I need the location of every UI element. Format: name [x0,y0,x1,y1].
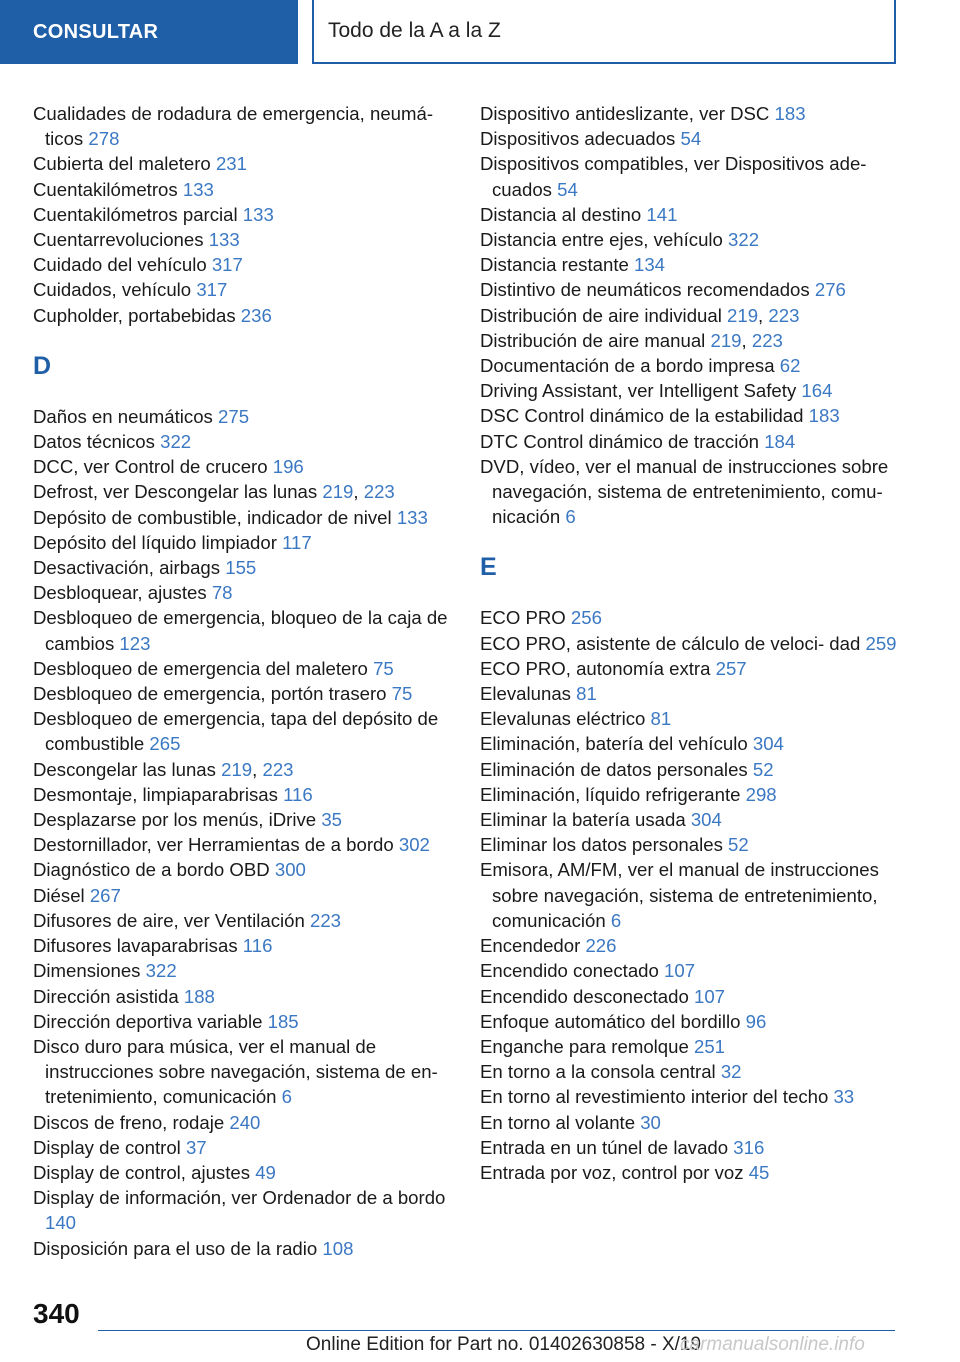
index-entry [33,1135,453,1160]
page-link[interactable]: 123 [119,632,151,654]
page-link[interactable]: 256 [570,607,602,629]
index-entry-text: Eliminar los datos personales [480,834,729,856]
index-entry [480,202,910,227]
index-entry-text: Eliminación, líquido refrigerante [480,783,746,805]
index-column-right [480,101,910,1185]
page-link[interactable]: 133 [242,203,274,225]
index-entry-text: Display de control [33,1136,186,1158]
page-separator: , [252,758,263,780]
index-entry [33,757,453,782]
index-entry [33,832,453,857]
index-entry [480,252,910,277]
page-link[interactable]: 116 [242,935,273,957]
page-link[interactable]: 317 [211,254,243,276]
index-entry-text: Defrost, ver Descongelar las lunas [33,481,323,503]
index-entry [33,227,453,252]
index-entry [33,479,453,504]
page-link[interactable]: 223 [768,304,800,326]
index-entry-text: Distribución de aire manual [480,329,711,351]
page-link[interactable]: 54 [557,178,578,200]
index-entry-text: Descongelar las lunas [33,758,222,780]
page-link[interactable]: 219 [710,329,742,351]
index-entry [480,151,910,201]
page-link[interactable]: 141 [646,203,678,225]
index-entry-text: Cuentakilómetros [33,178,183,200]
index-entry-text: Enganche para remolque [480,1035,694,1057]
section-tab-label: CONSULTAR [33,20,159,43]
index-entry [33,404,453,429]
footer-divider [98,1330,895,1331]
index-entry [480,706,910,731]
page-link[interactable]: 316 [733,1136,765,1158]
index-entry [480,277,910,302]
index-entry-text: Difusores lavaparabrisas [33,935,243,957]
index-entry [480,403,910,428]
index-letter-heading: D [33,351,52,380]
index-entry-text: Distribución de aire individual [480,304,728,326]
page-link[interactable]: 275 [218,405,250,427]
index-entry-text: En torno al revestimiento interior del techo [480,1086,834,1108]
index-entry [33,681,453,706]
index-entry [33,177,453,202]
section-tab[interactable] [0,0,298,64]
page-link[interactable]: 276 [814,279,846,301]
index-entry [33,580,453,605]
index-entry-text: Dirección asistida [33,985,184,1007]
index-entry [480,757,910,782]
index-entry-text: Disco duro para música, ver el manual de instrucciones sobre navegación, sistema de en‐ tretenimiento, comunicación [33,1035,438,1108]
page-link[interactable]: 267 [89,884,121,906]
index-entry [33,1185,453,1235]
header-title-text: Todo de la A a la Z [328,19,501,42]
index-entry [33,303,453,328]
page-link[interactable]: 185 [267,1010,299,1032]
index-entry [480,731,910,756]
index-entry [480,429,910,454]
index-entry [480,378,910,403]
index-entry [33,505,453,530]
index-entry-text: Entrada en un túnel de lavado [480,1136,734,1158]
index-entry-text: Dimensiones [33,960,146,982]
index-entry [33,202,453,227]
index-entry-text: Distintivo de neumáticos recomendados [480,279,815,301]
index-entry [33,958,453,983]
index-entry [33,1160,453,1185]
page-link[interactable]: 183 [808,405,840,427]
page-link[interactable]: 81 [576,683,597,705]
page-separator: , [353,481,364,503]
page-link[interactable]: 223 [363,481,395,503]
page-link[interactable]: 107 [664,960,696,982]
index-letter-heading: E [480,553,497,582]
index-entry [33,1110,453,1135]
page-link[interactable]: 6 [565,506,576,528]
index-entry-text: Desactivación, airbags [33,557,226,579]
index-entry-text: Elevalunas eléctrico [480,708,651,730]
page-link[interactable]: 30 [640,1111,661,1133]
index-entry [480,126,910,151]
page-link[interactable]: 322 [728,229,760,251]
page-link[interactable]: 223 [751,329,783,351]
page-link[interactable]: 257 [715,657,747,679]
page-link[interactable]: 45 [748,1161,770,1183]
page-link[interactable]: 78 [211,582,233,604]
index-entry-text: Cupholder, portabebidas [33,304,241,326]
index-entry [480,681,910,706]
index-entry [480,1059,910,1084]
index-entry [33,1034,453,1110]
index-entry [480,832,910,857]
index-entry-text: Encendido desconectado [480,985,694,1007]
page-link[interactable]: 33 [833,1086,855,1108]
index-entry [480,303,910,328]
index-entry-text: Dispositivos compatibles, ver Dispositivos ade‐ cuados [480,153,867,200]
index-entry-text: Depósito del líquido limpiador [33,531,283,553]
page-link[interactable]: 219 [727,304,759,326]
index-entry [33,1009,453,1034]
index-entry-text: Distancia al destino [480,203,647,225]
index-entry-text: Cuidado del vehículo [33,254,212,276]
page-link[interactable]: 134 [634,254,666,276]
page-link[interactable]: 219 [221,758,253,780]
index-entry-text: DVD, vídeo, ver el manual de instrucciones sobre navegación, sistema de entretenimiento, comu‐ nicación [480,455,889,528]
index-entry-text: Eliminar la batería usada [480,809,691,831]
index-entry [33,782,453,807]
page-link[interactable]: 304 [690,809,722,831]
index-entry [33,605,453,655]
page-link[interactable]: 317 [196,279,228,301]
index-entry [33,984,453,1009]
index-entry [33,933,453,958]
page-link[interactable]: 259 [865,632,897,654]
page-link[interactable]: 278 [88,128,120,150]
index-entry-text: Dispositivo antideslizante, ver DSC [480,103,775,124]
index-entry-text: Daños en neumáticos [33,405,219,427]
index-entry-text: Distancia entre ejes, vehículo [480,229,729,251]
page-link[interactable]: 188 [183,985,215,1007]
index-entry-text: Desbloqueo de emergencia del maletero [33,657,374,679]
page-link[interactable]: 298 [745,783,777,805]
index-entry-text: Emisora, AM/FM, ver el manual de instrucciones sobre navegación, sistema de entretenimiento, comunicación [480,859,879,931]
page-link[interactable]: 75 [391,683,413,705]
index-entry-text: Encendido conectado [480,960,665,982]
page-header-title [312,0,896,64]
page-link[interactable]: 54 [680,128,702,150]
index-entry [33,277,453,302]
index-entry [480,605,910,630]
page-link[interactable]: 52 [752,758,774,780]
page-link[interactable]: 133 [182,178,214,200]
index-entry-text: Desbloqueo de emergencia, bloqueo de la caja de cambios [33,607,448,654]
index-entry-text: Depósito de combustible, indicador de nivel [33,506,397,528]
page-link[interactable]: 183 [774,103,806,124]
page-link[interactable]: 236 [240,304,272,326]
page-link[interactable]: 116 [283,783,313,805]
index-entry [33,101,453,151]
page-separator: , [758,304,769,326]
index-entry [33,252,453,277]
page-link[interactable]: 140 [45,1212,77,1234]
index-entry-text: Distancia restante [480,254,634,276]
index-entry-text: ECO PRO, autonomía extra [480,657,716,679]
index-entry-text: Cuentarrevoluciones [33,229,209,251]
page-link[interactable]: 81 [650,708,672,730]
index-entry-text: DCC, ver Control de crucero [33,456,273,478]
page-link[interactable]: 223 [309,909,342,931]
page-link[interactable]: 231 [215,153,247,175]
index-entry [33,908,453,933]
index-entry [480,328,910,353]
page-link[interactable]: 322 [160,431,192,453]
page-link[interactable]: 265 [149,733,181,755]
index-entry [33,857,453,882]
index-column-left [33,101,453,1261]
page-link[interactable]: 226 [585,935,617,957]
index-entry-text: Destornillador, ver Herramientas de a bordo [33,834,399,856]
page-link[interactable]: 219 [322,481,354,503]
index-entry-text: Eliminación de datos personales [480,758,753,780]
index-entry-text: Eliminación, batería del vehículo [480,733,753,755]
index-entry [33,706,453,756]
index-entry-text: Documentación de a bordo impresa [480,355,780,377]
page-link[interactable]: 155 [225,557,257,579]
index-entry [480,454,910,530]
page-link[interactable]: 96 [745,1010,767,1032]
page-link[interactable]: 117 [282,531,312,553]
page-link[interactable]: 49 [255,1161,276,1183]
page-link[interactable]: 184 [764,430,796,452]
index-entry [480,807,910,832]
index-entry [33,454,453,479]
index-entry [33,807,453,832]
index-entry-text: Desbloquear, ajustes [33,582,212,604]
index-entry [480,1034,910,1059]
index-entry [480,958,910,983]
index-entry [480,656,910,681]
index-entry-text: Display de control, ajustes [33,1161,256,1183]
page-number: 340 [33,1298,80,1329]
index-entry-text: Difusores de aire, ver Ventilación [33,909,310,931]
index-entry-text: Desbloqueo de emergencia, portón trasero [33,683,392,705]
index-entry-text: Driving Assistant, ver Intelligent Safety [480,380,802,402]
index-entry [480,1160,910,1185]
index-entry-text: Enfoque automático del bordillo [480,1010,746,1032]
index-entry [480,1110,910,1135]
index-entry [480,1009,910,1034]
index-entry-text: Entrada por voz, control por voz [480,1161,749,1183]
page-link[interactable]: 52 [728,834,749,856]
page-link[interactable]: 133 [208,229,240,251]
index-entry-text: Datos técnicos [33,431,161,453]
page-link[interactable]: 107 [694,985,726,1007]
index-entry-text: Display de información, ver Ordenador de a bordo [33,1187,446,1209]
index-entry-text: Cualidades de rodadura de emergencia, neumá‐ ticos [33,103,434,150]
index-entry-text: Diagnóstico de a bordo OBD [33,859,275,881]
page-separator: , [741,329,752,351]
index-entry [480,984,910,1009]
index-entry-text: Desbloqueo de emergencia, tapa del depósito de combustible [33,708,439,755]
index-entry [33,1236,453,1261]
index-entry-text: DTC Control dinámico de tracción [480,430,765,452]
index-entry [480,353,910,378]
index-entry-text: Encendedor [480,935,586,957]
index-entry [33,883,453,908]
index-entry-text: Desmontaje, limpiaparabrisas [33,783,284,805]
index-entry-text: Desplazarse por los menús, iDrive [33,809,322,831]
page-link[interactable]: 164 [801,380,833,402]
page-link[interactable]: 75 [373,657,394,679]
index-entry [480,101,910,126]
index-entry [480,782,910,807]
index-entry-text: ECO PRO, asistente de cálculo de veloci‐ dad [480,632,866,654]
index-entry-text: Diésel [33,884,90,906]
index-entry [33,555,453,580]
index-entry-text: Elevalunas [480,683,577,705]
footer-edition: Online Edition for Part no. 01402630858 - X/19 [306,1334,702,1355]
page-link[interactable]: 37 [185,1136,207,1158]
page-link[interactable]: 6 [281,1086,293,1108]
page-link[interactable]: 251 [693,1035,726,1057]
index-entry-text: Disposición para el uso de la radio [33,1237,323,1259]
index-entry-text: Cubierta del maletero [33,153,216,175]
watermark-logo: carmanualsonline.info [680,1334,865,1355]
page-link[interactable]: 196 [272,456,304,478]
page-link[interactable]: 108 [322,1237,354,1259]
page-link[interactable]: 62 [779,355,801,377]
index-entry-text: Cuidados, vehículo [33,279,197,301]
index-entry [480,1135,910,1160]
index-entry [33,530,453,555]
index-entry [480,227,910,252]
page-link[interactable]: 32 [720,1061,742,1083]
index-entry [33,656,453,681]
page-link[interactable]: 300 [274,859,306,881]
index-entry-text: Dispositivos adecuados [480,128,681,150]
index-entry [480,631,910,656]
index-entry-text: DSC Control dinámico de la estabilidad [480,405,809,427]
page-link[interactable]: 223 [262,758,294,780]
index-entry-text: Discos de freno, rodaje [33,1111,230,1133]
index-entry [33,429,453,454]
page-link[interactable]: 240 [229,1111,261,1133]
index-entry [33,151,453,176]
index-entry-text: Cuentakilómetros parcial [33,203,243,225]
page-link[interactable]: 6 [610,909,622,931]
index-entry-text: En torno al volante [480,1111,641,1133]
page-link[interactable]: 304 [752,733,784,755]
page-link[interactable]: 133 [396,506,428,528]
page-link[interactable]: 302 [398,834,430,856]
index-entry [480,1084,910,1109]
index-entry-text: Dirección deportiva variable [33,1010,268,1032]
index-entry [480,933,910,958]
page-link[interactable]: 35 [321,809,342,831]
index-entry-text: En torno a la consola central [480,1061,721,1083]
index-entry-text: ECO PRO [480,607,571,629]
page-link[interactable]: 322 [145,960,177,982]
index-entry [480,857,910,933]
